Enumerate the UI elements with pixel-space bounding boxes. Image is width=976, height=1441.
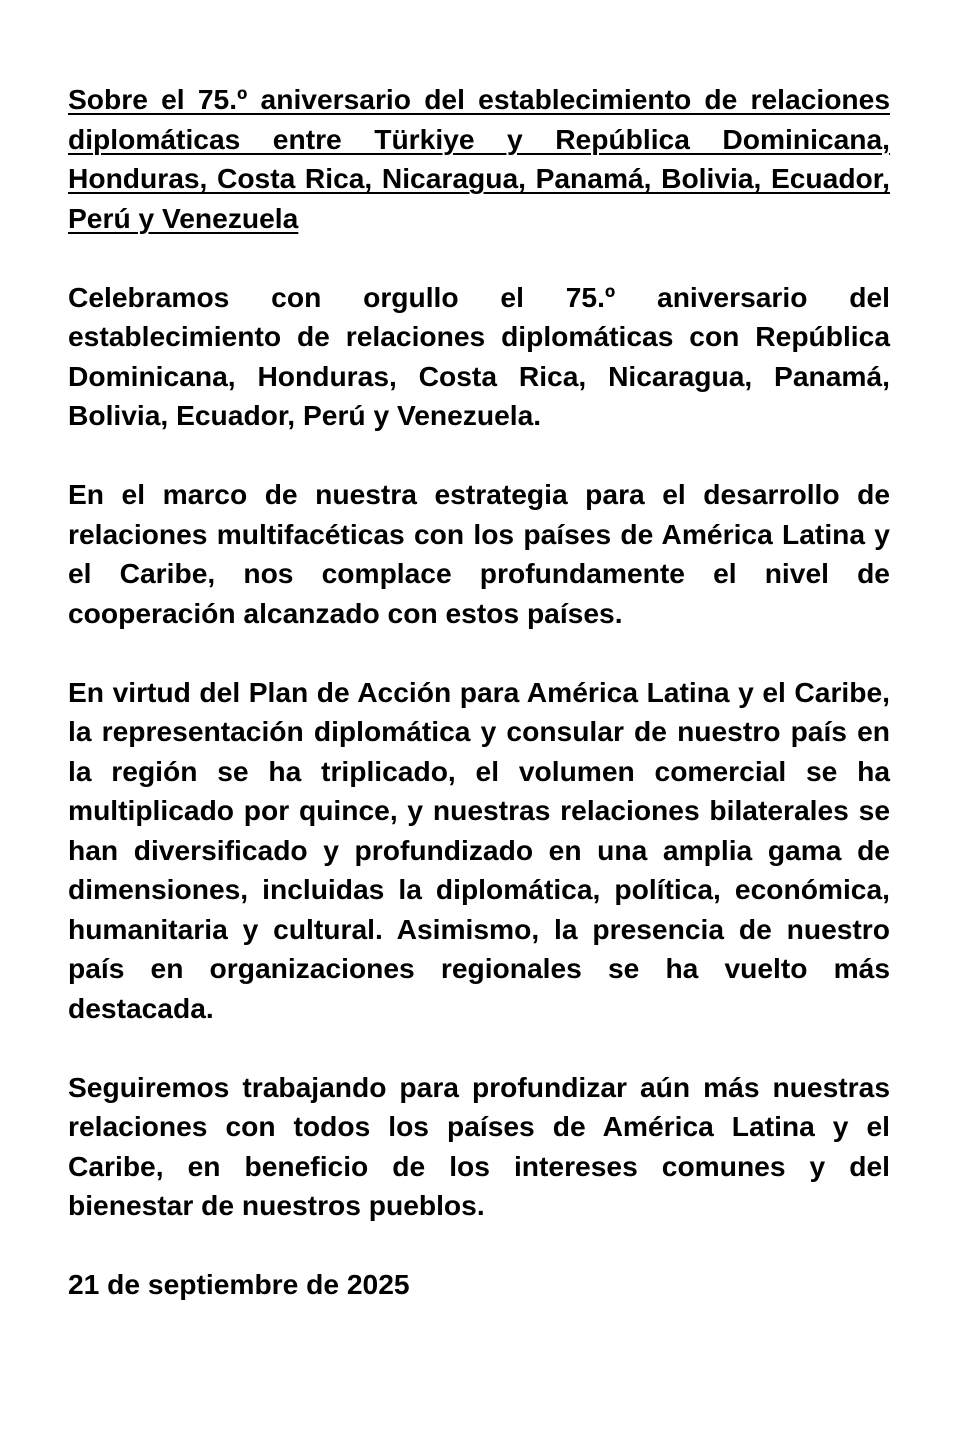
document-title: Sobre el 75.º aniversario del establecimiento de relaciones diplomáticas entre Türkiye y República Dominicana, Honduras, Costa Rica, Nicaragua, Panamá, Bolivia, Ecuador, Perú y Venezuela (68, 83, 890, 234)
document-title-paragraph (68, 80, 890, 238)
paragraph-future-work: Seguiremos trabajando para profundizar aún más nuestras relaciones con todos los países de América Latina y el Caribe, en beneficio de los intereses comunes y del bienestar de nuestros pueblos. (68, 1070, 890, 1221)
document-date: 21 de septiembre de 2025 (68, 1268, 410, 1300)
paragraph-action-plan: En virtud del Plan de Acción para América Latina y el Caribe, la representación diplomática y consular de nuestro país en la región se ha triplicado, el volumen comercial se ha multiplicado por quince, y nuestras relaciones bilaterales se han diversificado y profundizado en una amplia gama de dimensiones, incluidas la diplomática, política, económica, humanitaria y cultural. Asimismo, la presencia de nuestro país en organizaciones regionales se ha vuelto más destacada. (68, 675, 890, 1024)
paragraph-strategy: En el marco de nuestra estrategia para el desarrollo de relaciones multifacéticas con los países de América Latina y el Caribe, nos complace profundamente el nivel de cooperación alcanzado con estos países. (68, 478, 890, 629)
paragraph-anniversary: Celebramos con orgullo el 75.º aniversario del establecimiento de relaciones diplomáticas con República Dominicana, Honduras, Costa Rica, Nicaragua, Panamá, Bolivia, Ecuador, Perú y Venezuela. (68, 280, 890, 431)
press-release-document (68, 80, 890, 1305)
